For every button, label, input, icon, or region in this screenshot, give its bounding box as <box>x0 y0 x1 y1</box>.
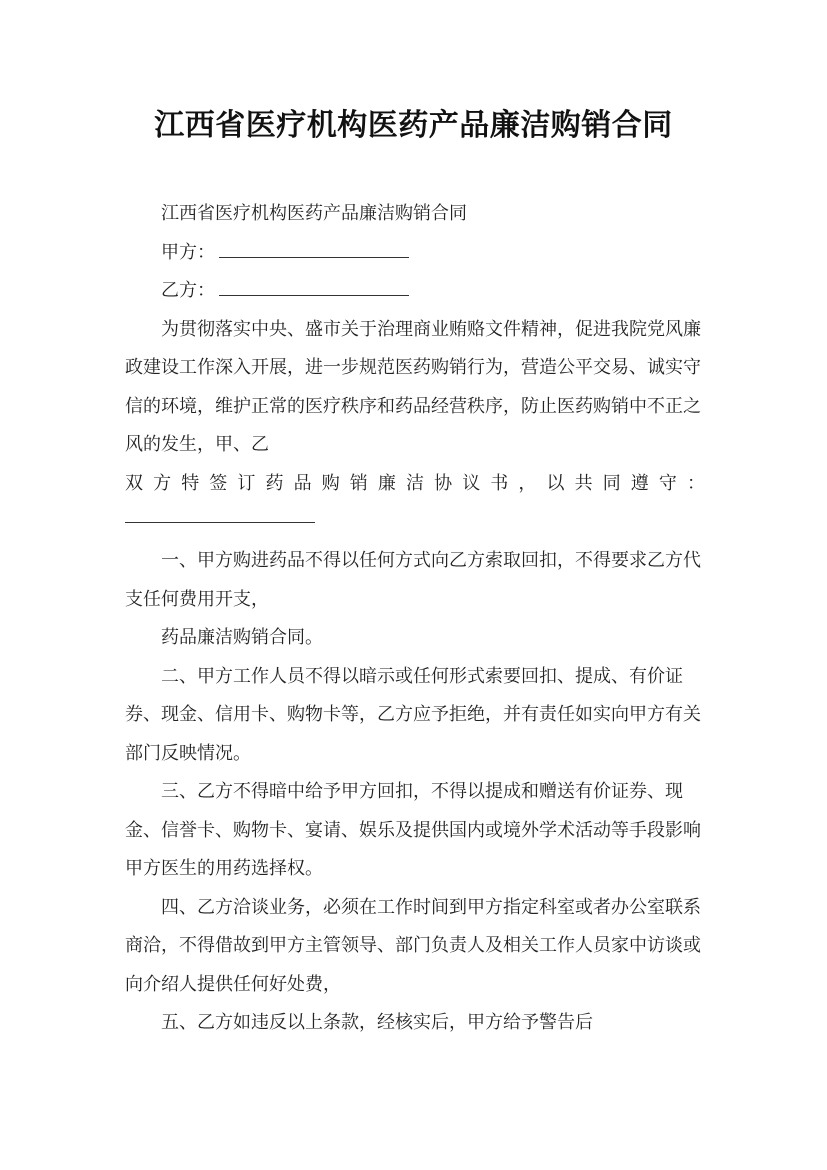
clause-4: 四、乙方洽谈业务，必须在工作时间到甲方指定科室或者办公室联系商洽，不得借故到甲方主管领导、部门负责人及相关工作人员家中访谈或向介绍人提供任何好处费， <box>125 896 701 995</box>
preamble-last-line: 双方特签订药品购销廉洁协议书，以共同遵守： <box>125 472 705 494</box>
document-title: 江西省医疗机构医药产品廉洁购销合同 <box>154 108 673 143</box>
clause-1: 一、甲方购进药品不得以任何方式向乙方索取回扣，不得要求乙方代支任何费用开支， <box>125 550 701 610</box>
party-a-label: 甲方： <box>161 241 215 263</box>
party-b-label: 乙方： <box>161 280 215 301</box>
clause-1-note: 药品廉洁购销合同。 <box>161 627 323 648</box>
document-subtitle: 江西省医疗机构医药产品廉洁购销合同 <box>161 203 467 224</box>
signature-blank <box>125 521 315 523</box>
clause-2: 二、甲方工作人员不得以暗示或任何形式索要回扣、提成、有价证券、现金、信用卡、购物卡等，乙方应予拒绝，并有责任如实向甲方有关部门反映情况。 <box>125 665 701 764</box>
party-b-line <box>125 272 705 311</box>
party-b-blank <box>219 294 409 296</box>
preamble-paragraph: 为贯彻落实中央、盛市关于治理商业贿赂文件精神，促进我院党风廉政建设工作深入开展，进一步规范医药购销行为，营造公平交易、诚实守信的环境，维护正常的医疗秩序和药品经营秩序，防止医药购销中不正之风的发生，甲、乙 <box>125 318 701 455</box>
party-a-line <box>125 234 705 273</box>
clause-5: 五、乙方如违反以上条款，经核实后，甲方给予警告后 <box>161 1012 593 1033</box>
clause-3: 三、乙方不得暗中给予甲方回扣，不得以提成和赠送有价证券、现金、信誉卡、购物卡、宴请、娱乐及提供国内或境外学术活动等手段影响甲方医生的用药选择权。 <box>125 781 701 879</box>
party-a-blank <box>219 256 409 258</box>
document-body <box>125 195 705 1043</box>
